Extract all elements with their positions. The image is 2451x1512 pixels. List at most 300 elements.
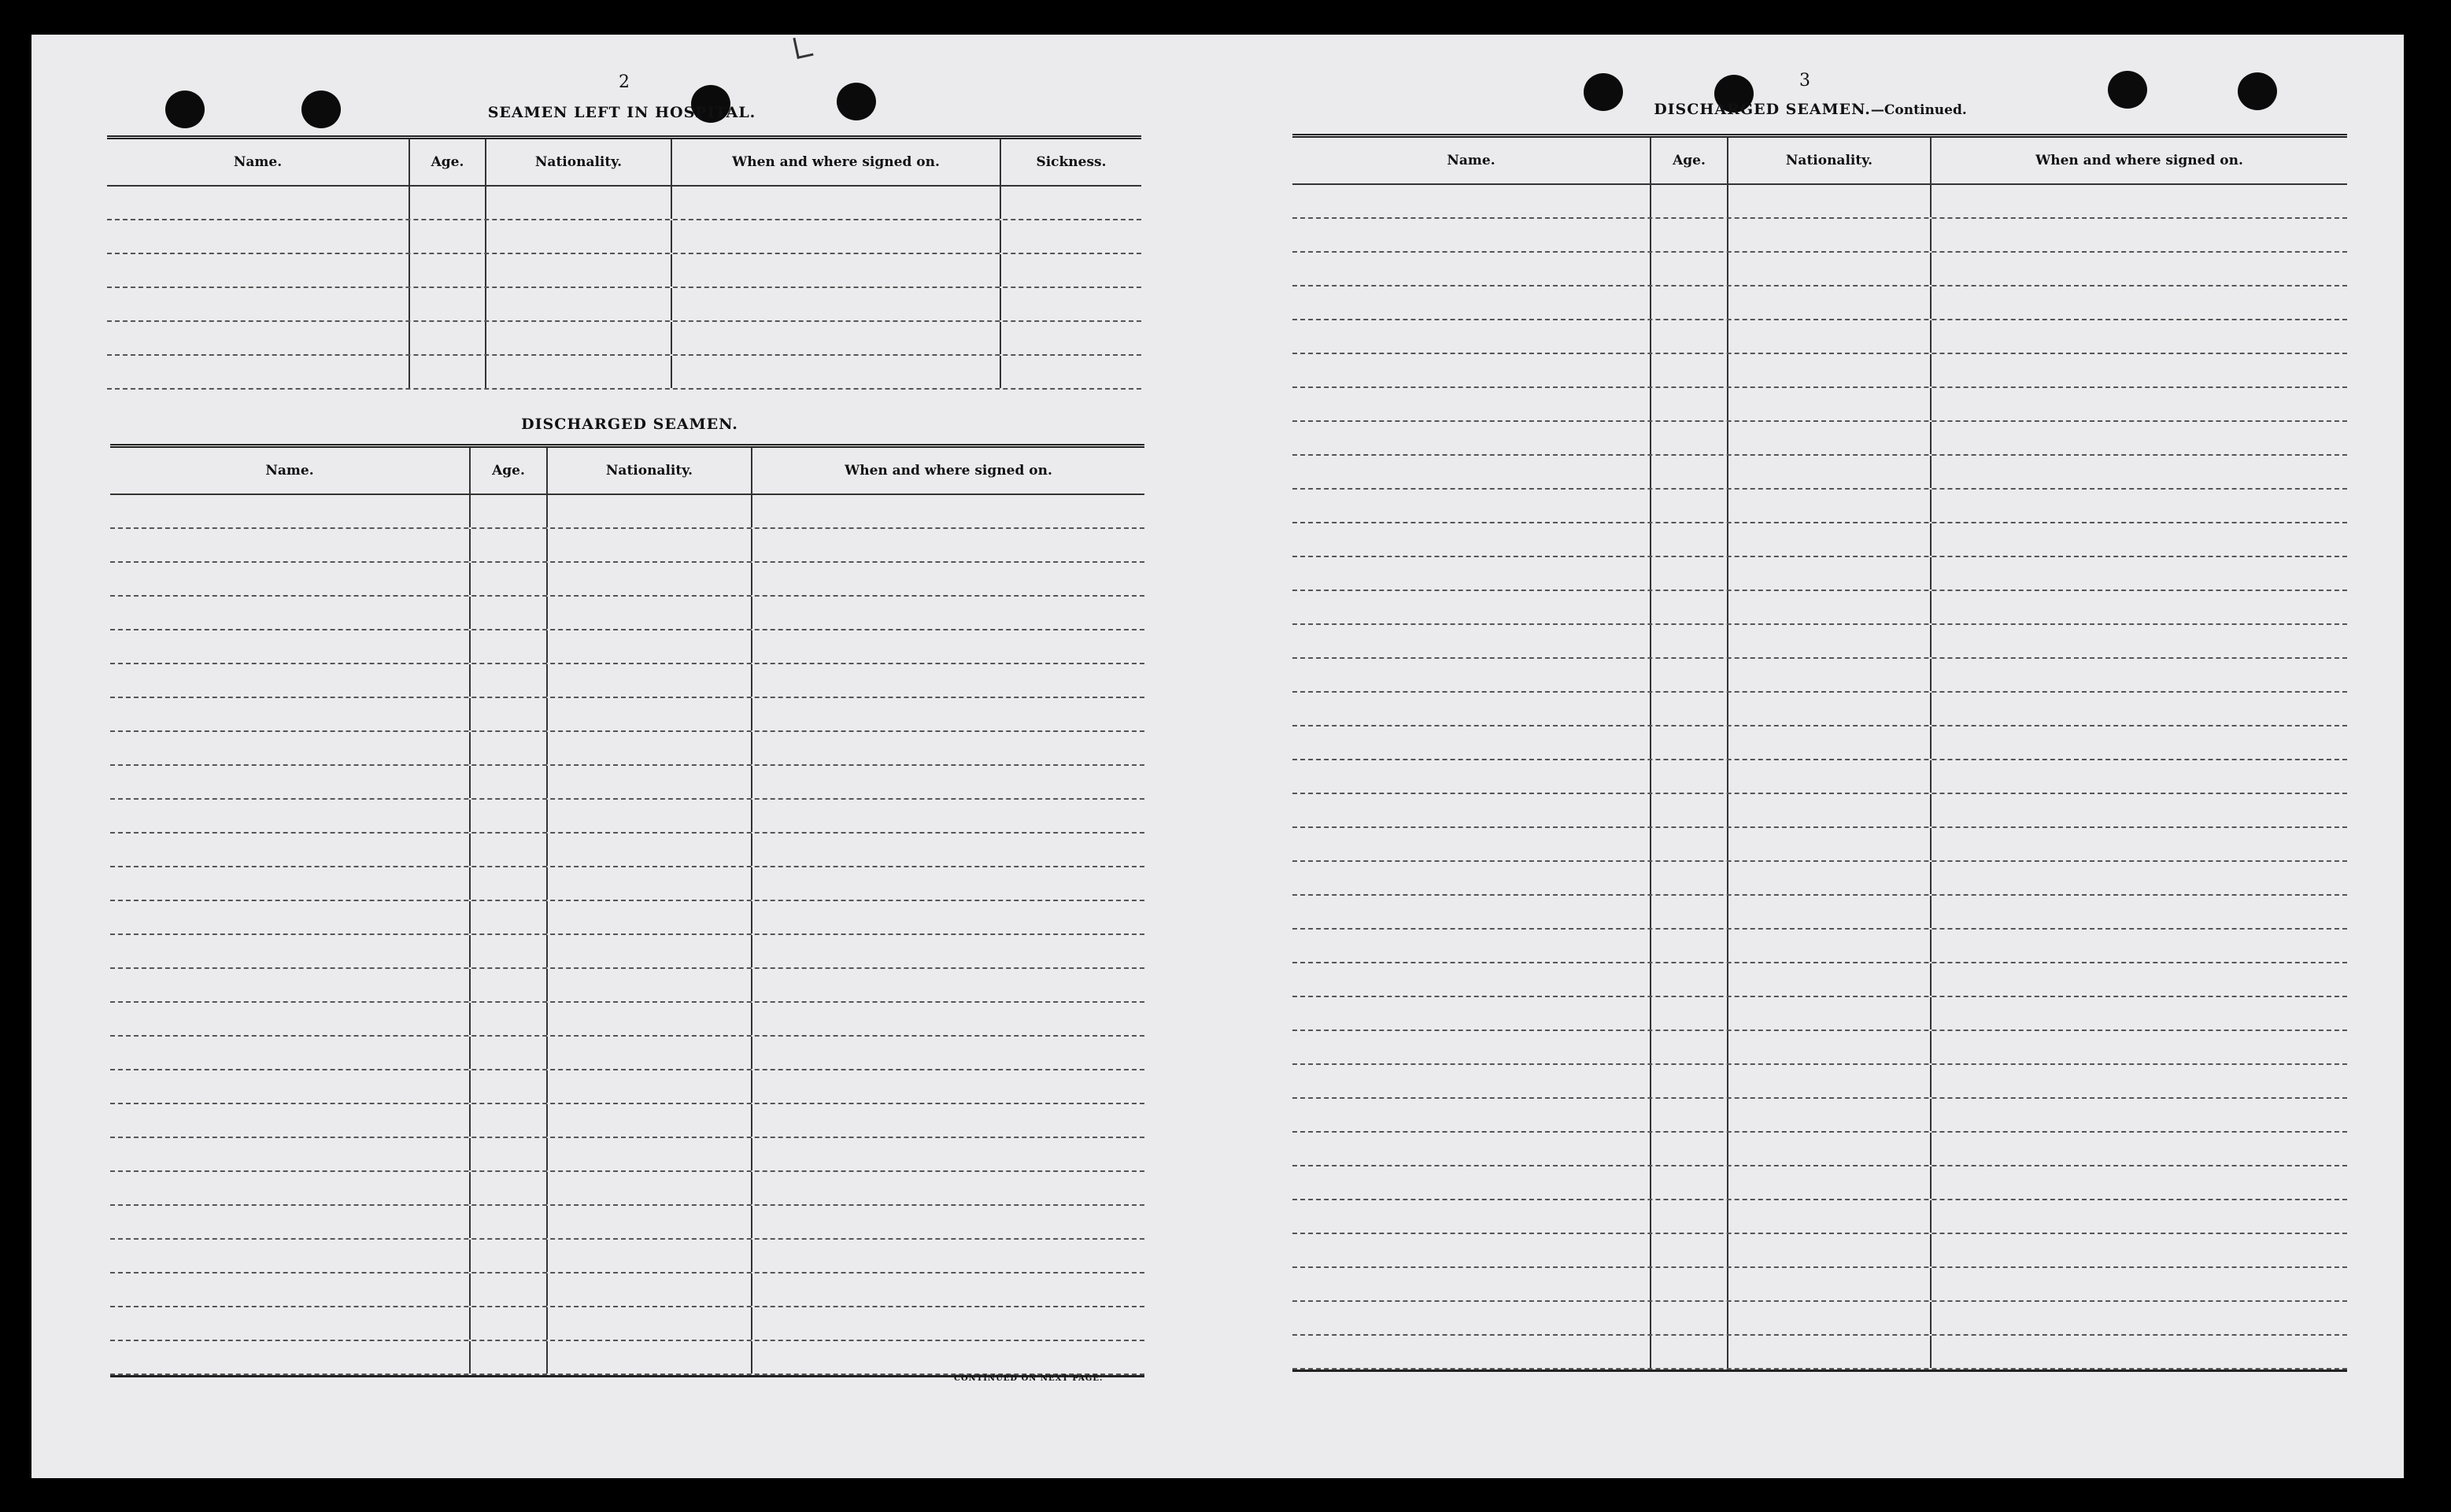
cell-signed-on[interactable] bbox=[752, 800, 1144, 832]
cell-nationality[interactable] bbox=[548, 1240, 752, 1272]
cell-age[interactable] bbox=[471, 1172, 548, 1204]
cell-age[interactable] bbox=[1651, 862, 1728, 894]
cell-nationality[interactable] bbox=[1728, 693, 1932, 725]
cell-signed-on[interactable] bbox=[752, 935, 1144, 967]
cell-signed-on[interactable] bbox=[1932, 828, 2347, 860]
cell-age[interactable] bbox=[471, 1104, 548, 1137]
cell-name[interactable] bbox=[1292, 760, 1651, 793]
cell-name[interactable] bbox=[107, 356, 410, 388]
cell-name[interactable] bbox=[1292, 253, 1651, 285]
cell-nationality[interactable] bbox=[548, 1003, 752, 1035]
cell-nationality[interactable] bbox=[1728, 726, 1932, 759]
cell-age[interactable] bbox=[471, 1274, 548, 1306]
cell-nationality[interactable] bbox=[548, 969, 752, 1001]
cell-age[interactable] bbox=[1651, 456, 1728, 488]
cell-name[interactable] bbox=[1292, 1133, 1651, 1165]
cell-name[interactable] bbox=[110, 1138, 471, 1170]
cell-signed-on[interactable] bbox=[752, 1003, 1144, 1035]
cell-age[interactable] bbox=[1651, 1336, 1728, 1368]
cell-nationality[interactable] bbox=[1728, 625, 1932, 657]
cell-signed-on[interactable] bbox=[752, 1206, 1144, 1238]
cell-age[interactable] bbox=[1651, 659, 1728, 691]
cell-nationality[interactable] bbox=[548, 1307, 752, 1340]
cell-signed-on[interactable] bbox=[752, 563, 1144, 595]
cell-name[interactable] bbox=[1292, 693, 1651, 725]
cell-nationality[interactable] bbox=[1728, 1336, 1932, 1368]
column-header-nationality: Nationality. bbox=[486, 139, 672, 185]
cell-name[interactable] bbox=[107, 288, 410, 320]
cell-nationality[interactable] bbox=[1728, 1065, 1932, 1097]
cell-nationality[interactable] bbox=[1728, 1031, 1932, 1063]
discharged-seamen-continued-table bbox=[1292, 134, 2347, 1372]
cell-age[interactable] bbox=[471, 766, 548, 798]
cell-age[interactable] bbox=[410, 288, 486, 320]
cell-signed-on[interactable] bbox=[752, 664, 1144, 697]
cell-age[interactable] bbox=[471, 969, 548, 1001]
table-row bbox=[110, 529, 1144, 563]
cell-nationality[interactable] bbox=[1728, 760, 1932, 793]
cell-age[interactable] bbox=[471, 1037, 548, 1069]
cell-signed-on[interactable] bbox=[1932, 219, 2347, 251]
cell-age[interactable] bbox=[1651, 388, 1728, 420]
cell-name[interactable] bbox=[1292, 625, 1651, 657]
cell-name[interactable] bbox=[1292, 185, 1651, 217]
cell-name[interactable] bbox=[1292, 930, 1651, 962]
cell-age[interactable] bbox=[1651, 1302, 1728, 1334]
cell-nationality[interactable] bbox=[548, 1070, 752, 1103]
cell-age[interactable] bbox=[471, 800, 548, 832]
cell-name[interactable] bbox=[1292, 963, 1651, 996]
cell-age[interactable] bbox=[471, 834, 548, 866]
cell-name[interactable] bbox=[110, 766, 471, 798]
cell-age[interactable] bbox=[1651, 794, 1728, 826]
cell-signed-on[interactable] bbox=[752, 1070, 1144, 1103]
cell-signed-on[interactable] bbox=[1932, 794, 2347, 826]
cell-name[interactable] bbox=[110, 529, 471, 561]
cell-name[interactable] bbox=[1292, 287, 1651, 319]
cell-signed-on[interactable] bbox=[1932, 1200, 2347, 1233]
column-header-age: Age. bbox=[1651, 138, 1728, 183]
table-row bbox=[110, 732, 1144, 766]
cell-name[interactable] bbox=[110, 1172, 471, 1204]
cell-name[interactable] bbox=[1292, 422, 1651, 454]
cell-nationality[interactable] bbox=[1728, 1234, 1932, 1266]
cell-name[interactable] bbox=[110, 901, 471, 933]
cell-age[interactable] bbox=[1651, 422, 1728, 454]
table-row bbox=[110, 969, 1144, 1003]
cell-age[interactable] bbox=[471, 529, 548, 561]
cell-age[interactable] bbox=[471, 732, 548, 764]
cell-sickness[interactable] bbox=[1001, 254, 1141, 287]
cell-age[interactable] bbox=[1651, 287, 1728, 319]
cell-name[interactable] bbox=[110, 732, 471, 764]
cell-nationality[interactable] bbox=[1728, 456, 1932, 488]
cell-age[interactable] bbox=[471, 1138, 548, 1170]
cell-age[interactable] bbox=[471, 1003, 548, 1035]
cell-age[interactable] bbox=[471, 1070, 548, 1103]
cell-age[interactable] bbox=[471, 698, 548, 730]
cell-signed-on[interactable] bbox=[1932, 997, 2347, 1030]
table-row bbox=[1292, 253, 2347, 287]
cell-signed-on[interactable] bbox=[752, 1138, 1144, 1170]
cell-nationality[interactable] bbox=[1728, 1268, 1932, 1300]
cell-nationality[interactable] bbox=[548, 935, 752, 967]
cell-name[interactable] bbox=[110, 630, 471, 663]
cell-name[interactable] bbox=[1292, 726, 1651, 759]
cell-signed-on[interactable] bbox=[752, 834, 1144, 866]
hospital-section-title: SEAMEN LEFT IN HOSPITAL. bbox=[487, 104, 756, 121]
cell-signed-on[interactable] bbox=[1932, 456, 2347, 488]
cell-nationality[interactable] bbox=[1728, 253, 1932, 285]
cell-signed-on[interactable] bbox=[1932, 963, 2347, 996]
cell-signed-on[interactable] bbox=[1932, 726, 2347, 759]
cell-nationality[interactable] bbox=[1728, 1133, 1932, 1165]
cell-signed-on[interactable] bbox=[1932, 1234, 2347, 1266]
cell-signed-on[interactable] bbox=[752, 1307, 1144, 1340]
cell-age[interactable] bbox=[1651, 1133, 1728, 1165]
cell-nationality[interactable] bbox=[548, 1037, 752, 1069]
cell-age[interactable] bbox=[1651, 760, 1728, 793]
cell-nationality[interactable] bbox=[548, 1206, 752, 1238]
cell-nationality[interactable] bbox=[548, 1172, 752, 1204]
cell-signed-on[interactable] bbox=[752, 901, 1144, 933]
cell-name[interactable] bbox=[110, 1037, 471, 1069]
cell-signed-on[interactable] bbox=[752, 969, 1144, 1001]
table-row bbox=[110, 1172, 1144, 1206]
cell-name[interactable] bbox=[110, 867, 471, 900]
cell-signed-on[interactable] bbox=[752, 529, 1144, 561]
cell-name[interactable] bbox=[1292, 490, 1651, 522]
cell-name[interactable] bbox=[110, 1274, 471, 1306]
cell-nationality[interactable] bbox=[1728, 1166, 1932, 1199]
cell-signed-on[interactable] bbox=[1932, 659, 2347, 691]
cell-signed-on[interactable] bbox=[1932, 1166, 2347, 1199]
cell-age[interactable] bbox=[1651, 997, 1728, 1030]
cell-age[interactable] bbox=[410, 356, 486, 388]
cell-nationality[interactable] bbox=[1728, 862, 1932, 894]
cell-name[interactable] bbox=[1292, 659, 1651, 691]
cell-signed-on[interactable] bbox=[752, 867, 1144, 900]
cell-nationality[interactable] bbox=[548, 766, 752, 798]
cell-name[interactable] bbox=[1292, 354, 1651, 386]
cell-name[interactable] bbox=[110, 1307, 471, 1340]
cell-nationality[interactable] bbox=[1728, 930, 1932, 962]
table-row bbox=[1292, 320, 2347, 354]
cell-age[interactable] bbox=[471, 563, 548, 595]
cell-signed-on[interactable] bbox=[672, 187, 1001, 219]
cell-name[interactable] bbox=[1292, 1166, 1651, 1199]
cell-nationality[interactable] bbox=[1728, 591, 1932, 623]
cell-name[interactable] bbox=[110, 698, 471, 730]
cell-name[interactable] bbox=[1292, 1234, 1651, 1266]
cell-signed-on[interactable] bbox=[672, 288, 1001, 320]
table-row bbox=[1292, 388, 2347, 422]
cell-nationality[interactable] bbox=[1728, 490, 1932, 522]
cell-nationality[interactable] bbox=[1728, 1099, 1932, 1131]
cell-nationality[interactable] bbox=[1728, 320, 1932, 353]
cell-nationality[interactable] bbox=[548, 1274, 752, 1306]
cell-name[interactable] bbox=[1292, 320, 1651, 353]
cell-name[interactable] bbox=[1292, 1200, 1651, 1233]
cell-signed-on[interactable] bbox=[752, 1341, 1144, 1373]
cell-age[interactable] bbox=[1651, 591, 1728, 623]
cell-nationality[interactable] bbox=[1728, 557, 1932, 590]
cell-age[interactable] bbox=[1651, 557, 1728, 590]
cell-nationality[interactable] bbox=[486, 220, 672, 253]
cell-signed-on[interactable] bbox=[1932, 930, 2347, 962]
cell-nationality[interactable] bbox=[1728, 896, 1932, 928]
cell-nationality[interactable] bbox=[1728, 287, 1932, 319]
cell-nationality[interactable] bbox=[548, 901, 752, 933]
cell-age[interactable] bbox=[471, 495, 548, 527]
cell-nationality[interactable] bbox=[1728, 219, 1932, 251]
cell-age[interactable] bbox=[1651, 930, 1728, 962]
page-number-left: 2 bbox=[619, 72, 630, 92]
cell-sickness[interactable] bbox=[1001, 356, 1141, 388]
table-row bbox=[1292, 930, 2347, 963]
cell-signed-on[interactable] bbox=[672, 254, 1001, 287]
cell-signed-on[interactable] bbox=[752, 1104, 1144, 1137]
table-row bbox=[1292, 287, 2347, 320]
cell-name[interactable] bbox=[1292, 591, 1651, 623]
cell-signed-on[interactable] bbox=[752, 1172, 1144, 1204]
cell-nationality[interactable] bbox=[548, 495, 752, 527]
continued-suffix: —Continued. bbox=[1870, 102, 1967, 118]
cell-name[interactable] bbox=[1292, 1336, 1651, 1368]
cell-name[interactable] bbox=[1292, 557, 1651, 590]
cell-age[interactable] bbox=[1651, 354, 1728, 386]
table-row bbox=[110, 495, 1144, 529]
cell-age[interactable] bbox=[471, 1307, 548, 1340]
cell-age[interactable] bbox=[1651, 1268, 1728, 1300]
cell-name[interactable] bbox=[1292, 1065, 1651, 1097]
cell-nationality[interactable] bbox=[486, 187, 672, 219]
cell-name[interactable] bbox=[110, 969, 471, 1001]
cell-signed-on[interactable] bbox=[1932, 490, 2347, 522]
cell-age[interactable] bbox=[471, 630, 548, 663]
cell-signed-on[interactable] bbox=[1932, 1031, 2347, 1063]
cell-signed-on[interactable] bbox=[752, 766, 1144, 798]
cell-age[interactable] bbox=[410, 322, 486, 354]
cell-nationality[interactable] bbox=[486, 288, 672, 320]
cell-signed-on[interactable] bbox=[1932, 896, 2347, 928]
cell-age[interactable] bbox=[1651, 1031, 1728, 1063]
cell-age[interactable] bbox=[1651, 693, 1728, 725]
cell-name[interactable] bbox=[1292, 1099, 1651, 1131]
cell-name[interactable] bbox=[110, 834, 471, 866]
cell-age[interactable] bbox=[1651, 1099, 1728, 1131]
cell-name[interactable] bbox=[107, 220, 410, 253]
table-row bbox=[1292, 1200, 2347, 1234]
cell-nationality[interactable] bbox=[548, 732, 752, 764]
cell-signed-on[interactable] bbox=[752, 630, 1144, 663]
cell-signed-on[interactable] bbox=[1932, 1099, 2347, 1131]
cell-nationality[interactable] bbox=[1728, 422, 1932, 454]
cell-name[interactable] bbox=[1292, 1268, 1651, 1300]
cell-name[interactable] bbox=[1292, 219, 1651, 251]
cell-name[interactable] bbox=[110, 1341, 471, 1373]
table-row bbox=[107, 187, 1141, 220]
cell-signed-on[interactable] bbox=[1932, 1302, 2347, 1334]
cell-name[interactable] bbox=[107, 254, 410, 287]
cell-nationality[interactable] bbox=[1728, 997, 1932, 1030]
cell-age[interactable] bbox=[471, 901, 548, 933]
cell-name[interactable] bbox=[110, 1003, 471, 1035]
cell-signed-on[interactable] bbox=[752, 698, 1144, 730]
cell-name[interactable] bbox=[1292, 997, 1651, 1030]
cell-age[interactable] bbox=[410, 187, 486, 219]
table-row bbox=[1292, 760, 2347, 794]
cell-name[interactable] bbox=[110, 597, 471, 629]
cell-signed-on[interactable] bbox=[752, 1240, 1144, 1272]
cell-age[interactable] bbox=[1651, 1065, 1728, 1097]
cell-name[interactable] bbox=[1292, 523, 1651, 556]
cell-age[interactable] bbox=[1651, 253, 1728, 285]
cell-signed-on[interactable] bbox=[1932, 625, 2347, 657]
cell-nationality[interactable] bbox=[548, 834, 752, 866]
cell-nationality[interactable] bbox=[486, 254, 672, 287]
cell-signed-on[interactable] bbox=[1932, 185, 2347, 217]
cell-age[interactable] bbox=[1651, 963, 1728, 996]
table-row bbox=[110, 766, 1144, 800]
cell-signed-on[interactable] bbox=[752, 1274, 1144, 1306]
cell-signed-on[interactable] bbox=[1932, 320, 2347, 353]
cell-age[interactable] bbox=[410, 220, 486, 253]
cell-name[interactable] bbox=[110, 1070, 471, 1103]
cell-name[interactable] bbox=[110, 1206, 471, 1238]
cell-name[interactable] bbox=[1292, 794, 1651, 826]
cell-age[interactable] bbox=[1651, 320, 1728, 353]
cell-name[interactable] bbox=[1292, 862, 1651, 894]
cell-nationality[interactable] bbox=[548, 664, 752, 697]
cell-age[interactable] bbox=[471, 1206, 548, 1238]
cell-signed-on[interactable] bbox=[1932, 1268, 2347, 1300]
cell-name[interactable] bbox=[1292, 828, 1651, 860]
cell-age[interactable] bbox=[471, 597, 548, 629]
cell-age[interactable] bbox=[1651, 726, 1728, 759]
cell-nationality[interactable] bbox=[548, 1138, 752, 1170]
cell-age[interactable] bbox=[1651, 490, 1728, 522]
cell-nationality[interactable] bbox=[1728, 828, 1932, 860]
cell-nationality[interactable] bbox=[1728, 185, 1932, 217]
cell-signed-on[interactable] bbox=[1932, 1065, 2347, 1097]
cell-nationality[interactable] bbox=[1728, 963, 1932, 996]
cell-nationality[interactable] bbox=[1728, 388, 1932, 420]
cell-signed-on[interactable] bbox=[1932, 1336, 2347, 1368]
cell-age[interactable] bbox=[1651, 219, 1728, 251]
cell-nationality[interactable] bbox=[486, 356, 672, 388]
cell-nationality[interactable] bbox=[486, 322, 672, 354]
cell-age[interactable] bbox=[1651, 896, 1728, 928]
cell-signed-on[interactable] bbox=[1932, 760, 2347, 793]
cell-nationality[interactable] bbox=[548, 529, 752, 561]
cell-name[interactable] bbox=[107, 187, 410, 219]
cell-signed-on[interactable] bbox=[1932, 862, 2347, 894]
cell-name[interactable] bbox=[110, 495, 471, 527]
cell-name[interactable] bbox=[110, 1240, 471, 1272]
cell-name[interactable] bbox=[1292, 1302, 1651, 1334]
cell-signed-on[interactable] bbox=[752, 1037, 1144, 1069]
cell-nationality[interactable] bbox=[548, 867, 752, 900]
cell-signed-on[interactable] bbox=[752, 495, 1144, 527]
cell-signed-on[interactable] bbox=[752, 597, 1144, 629]
cell-signed-on[interactable] bbox=[1932, 253, 2347, 285]
cell-nationality[interactable] bbox=[1728, 1302, 1932, 1334]
cell-age[interactable] bbox=[471, 664, 548, 697]
cell-signed-on[interactable] bbox=[1932, 422, 2347, 454]
cell-signed-on[interactable] bbox=[1932, 1133, 2347, 1165]
cell-age[interactable] bbox=[1651, 523, 1728, 556]
cell-age[interactable] bbox=[471, 935, 548, 967]
cell-sickness[interactable] bbox=[1001, 322, 1141, 354]
cell-name[interactable] bbox=[110, 800, 471, 832]
cell-age[interactable] bbox=[1651, 1200, 1728, 1233]
cell-signed-on[interactable] bbox=[1932, 693, 2347, 725]
cell-nationality[interactable] bbox=[1728, 794, 1932, 826]
cell-name[interactable] bbox=[1292, 388, 1651, 420]
cell-name[interactable] bbox=[110, 563, 471, 595]
cell-nationality[interactable] bbox=[548, 563, 752, 595]
cell-nationality[interactable] bbox=[1728, 1200, 1932, 1233]
column-header-signed-on: When and where signed on. bbox=[2035, 153, 2243, 168]
cell-age[interactable] bbox=[1651, 625, 1728, 657]
cell-sickness[interactable] bbox=[1001, 187, 1141, 219]
cell-age[interactable] bbox=[410, 254, 486, 287]
cell-sickness[interactable] bbox=[1001, 288, 1141, 320]
cell-sickness[interactable] bbox=[1001, 220, 1141, 253]
cell-name[interactable] bbox=[1292, 896, 1651, 928]
cell-age[interactable] bbox=[1651, 185, 1728, 217]
cell-age[interactable] bbox=[1651, 1234, 1728, 1266]
cell-nationality[interactable] bbox=[548, 1341, 752, 1373]
cell-signed-on[interactable] bbox=[672, 220, 1001, 253]
cell-nationality[interactable] bbox=[1728, 523, 1932, 556]
cell-nationality[interactable] bbox=[548, 800, 752, 832]
cell-nationality[interactable] bbox=[1728, 354, 1932, 386]
cell-nationality[interactable] bbox=[548, 630, 752, 663]
cell-nationality[interactable] bbox=[548, 597, 752, 629]
cell-name[interactable] bbox=[1292, 1031, 1651, 1063]
cell-age[interactable] bbox=[471, 1341, 548, 1373]
cell-name[interactable] bbox=[107, 322, 410, 354]
cell-age[interactable] bbox=[471, 867, 548, 900]
cell-name[interactable] bbox=[110, 664, 471, 697]
cell-name[interactable] bbox=[110, 935, 471, 967]
cell-age[interactable] bbox=[1651, 1166, 1728, 1199]
discharged-continued-title bbox=[1637, 101, 1983, 118]
cell-signed-on[interactable] bbox=[1932, 287, 2347, 319]
cell-nationality[interactable] bbox=[548, 1104, 752, 1137]
table-row bbox=[1292, 354, 2347, 388]
cell-signed-on[interactable] bbox=[1932, 523, 2347, 556]
cell-signed-on[interactable] bbox=[1932, 354, 2347, 386]
cell-signed-on[interactable] bbox=[1932, 557, 2347, 590]
column-header-sickness: Sickness. bbox=[1036, 154, 1107, 170]
cell-signed-on[interactable] bbox=[1932, 591, 2347, 623]
cell-nationality[interactable] bbox=[1728, 659, 1932, 691]
cell-age[interactable] bbox=[1651, 828, 1728, 860]
cell-nationality[interactable] bbox=[548, 698, 752, 730]
cell-signed-on[interactable] bbox=[752, 732, 1144, 764]
table-row bbox=[1292, 659, 2347, 693]
table-row bbox=[110, 901, 1144, 935]
cell-signed-on[interactable] bbox=[1932, 388, 2347, 420]
cell-signed-on[interactable] bbox=[672, 322, 1001, 354]
cell-name[interactable] bbox=[110, 1104, 471, 1137]
cell-signed-on[interactable] bbox=[672, 356, 1001, 388]
cell-age[interactable] bbox=[471, 1240, 548, 1272]
cell-name[interactable] bbox=[1292, 456, 1651, 488]
